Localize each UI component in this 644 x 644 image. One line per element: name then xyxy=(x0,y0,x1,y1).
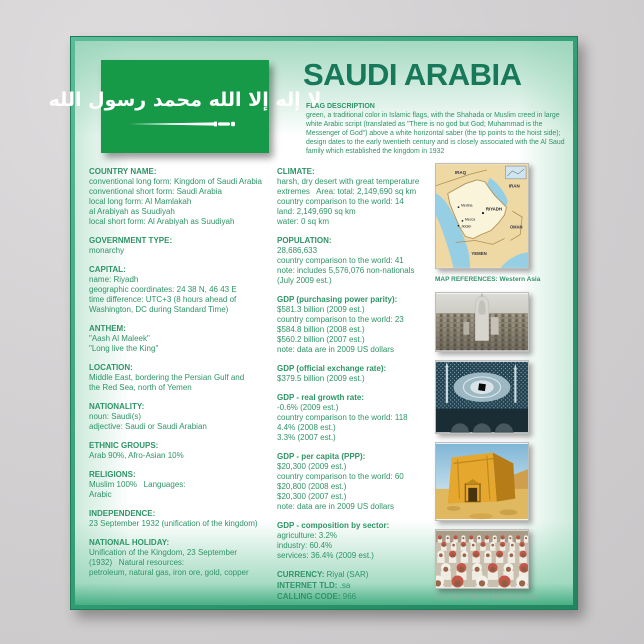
section-title: GDP (purchasing power parity): xyxy=(277,295,398,304)
section-line: $560.2 billion (2007 est.) xyxy=(277,335,365,344)
info-section xyxy=(277,452,442,512)
section-line: extremes Area: total: 2,149,690 sq km xyxy=(277,187,417,196)
section-line: Arabic xyxy=(89,490,112,499)
section-line: country comparison to the world: 23 xyxy=(277,315,404,324)
section-line: Middle East, bordering the Persian Gulf and xyxy=(89,373,245,382)
masjid-al-haram-mecca-aerial xyxy=(435,360,529,434)
section-title: CURRENCY: Riyal (SAR) xyxy=(277,570,369,579)
map-references-caption: MAP REFERENCES: Western Asia xyxy=(435,276,541,283)
crowd-illustration xyxy=(436,530,528,588)
info-section xyxy=(89,167,294,227)
info-section xyxy=(277,167,442,227)
info-section xyxy=(277,236,442,286)
mecca-aerial-illustration xyxy=(436,361,528,433)
section-line: al Arabiyah as Suudiyah xyxy=(89,207,175,216)
section-line: "Aash Al Maleek" xyxy=(89,334,150,343)
section-line: $379.5 billion (2009 est.) xyxy=(277,374,365,383)
section-line: Unification of the Kingdom, 23 September xyxy=(89,548,238,557)
flag-description-text: green, a traditional color in Islamic flags, with the Shahada or Muslim creed in large white Arabic script (translated as "There is no god but God; Muhammad is the Messenger of God") above a white horizontal saber (the tip points to the hoist side); design dates to the early twentieth century and is closely associated with the Al Saud family which established the kingdom in 1932 xyxy=(306,112,565,155)
section-line: harsh, dry desert with great temperature xyxy=(277,177,420,186)
info-section xyxy=(89,441,294,461)
flag-description-heading: FLAG DESCRIPTION xyxy=(306,103,375,110)
svg-text:IRAQ: IRAQ xyxy=(454,169,467,175)
section-line: 4.4% (2008 est.) xyxy=(277,423,336,432)
section-line: country comparison to the world: 41 xyxy=(277,256,404,265)
section-title: ETHNIC GROUPS: xyxy=(89,441,159,450)
info-section xyxy=(89,509,294,529)
section-line: $581.3 billion (2009 est.) xyxy=(277,305,365,314)
section-line: services: 36.4% (2009 est.) xyxy=(277,551,374,560)
section-title: NATIONALITY: xyxy=(89,402,145,411)
section-line: $20,300 (2007 est.) xyxy=(277,492,347,501)
section-line: note: data are in 2009 US dollars xyxy=(277,345,394,354)
section-title: COUNTRY NAME: xyxy=(89,167,157,176)
section-title: INTERNET TLD: .sa xyxy=(277,581,351,590)
info-section xyxy=(89,538,294,578)
map-of-saudi-arabia xyxy=(435,163,529,269)
section-line: agriculture: 3.2% xyxy=(277,531,338,540)
saudi-arabia-map-illustration xyxy=(436,164,528,268)
section-line: the Red Sea, north of Yemen xyxy=(89,383,192,392)
saudi-flag xyxy=(48,60,322,153)
info-section xyxy=(89,236,294,256)
section-line: note: includes 5,576,076 non-nationals xyxy=(277,266,415,275)
shahada-script: لا إله إلا الله محمد رسول الله xyxy=(48,88,322,111)
section-line: (July 2009 est.) xyxy=(277,276,332,285)
section-title: GDP (official exchange rate): xyxy=(277,364,387,373)
section-line: name: Riyadh xyxy=(89,275,139,284)
info-section xyxy=(277,570,442,580)
section-line: Washington, DC during Standard Time) xyxy=(89,305,229,314)
poster-frame xyxy=(48,36,578,610)
left-facts-column xyxy=(89,167,294,587)
section-title: INDEPENDENCE: xyxy=(89,509,156,518)
section-line: land: 2,149,690 sq km xyxy=(277,207,356,216)
info-section xyxy=(277,521,442,561)
svg-text:YEMEN: YEMEN xyxy=(471,251,487,257)
section-line: time difference: UTC+3 (8 hours ahead of xyxy=(89,295,237,304)
section-value: .sa xyxy=(339,581,351,590)
riyadh-skyline-illustration xyxy=(436,293,528,351)
section-line: (1932) Natural resources: xyxy=(89,558,185,567)
section-title: ANTHEM: xyxy=(89,324,126,333)
section-title: GOVERNMENT TYPE: xyxy=(89,236,173,245)
middle-facts-column xyxy=(277,167,442,603)
svg-text:Mecca: Mecca xyxy=(464,217,476,222)
saber-icon xyxy=(127,119,243,129)
section-value: 966 xyxy=(342,592,357,601)
svg-text:IRAN: IRAN xyxy=(508,183,520,189)
info-section xyxy=(89,470,294,500)
section-line: 23 September 1932 (unification of the kingdom) xyxy=(89,519,258,528)
section-line: $20,300 (2009 est.) xyxy=(277,462,347,471)
saudi-men-crowd xyxy=(435,529,529,589)
section-line: local short form: Al Arabiyah as Suudiyah xyxy=(89,217,235,226)
section-title: RELIGIONS: xyxy=(89,470,136,479)
section-line: geographic coordinates: 24 38 N, 46 43 E xyxy=(89,285,237,294)
section-line: note: data are in 2009 US dollars xyxy=(277,502,394,511)
section-line: $20,800 (2008 est.) xyxy=(277,482,347,491)
info-section xyxy=(277,364,442,384)
section-title: NATIONAL HOLIDAY: xyxy=(89,538,170,547)
copyright-text: Copyright © 2010 by ChoicePrints.com xyxy=(435,595,539,601)
section-line: 3.3% (2007 est.) xyxy=(277,433,336,442)
info-section xyxy=(89,324,294,354)
rock-tomb-illustration xyxy=(436,443,528,520)
section-line: $584.8 billion (2008 est.) xyxy=(277,325,365,334)
section-title: GDP - real growth rate: xyxy=(277,393,364,402)
svg-text:Medina: Medina xyxy=(460,203,473,208)
section-line: petroleum, natural gas, iron ore, gold, copper xyxy=(89,568,249,577)
section-line: "Long live the King" xyxy=(89,344,159,353)
info-section xyxy=(89,265,294,315)
section-title: POPULATION: xyxy=(277,236,332,245)
section-line: Arab 90%, Afro-Asian 10% xyxy=(89,451,184,460)
madain-saleh-rock-tomb xyxy=(435,442,529,521)
section-title: GDP - composition by sector: xyxy=(277,521,390,530)
riyadh-kingdom-centre-skyline xyxy=(435,292,529,352)
right-image-column xyxy=(435,163,541,601)
info-section xyxy=(277,393,442,443)
section-line: local long form: Al Mamlakah xyxy=(89,197,192,206)
section-title: CALLING CODE: 966 xyxy=(277,592,357,601)
section-line: conventional short form: Saudi Arabia xyxy=(89,187,222,196)
section-line: water: 0 sq km xyxy=(277,217,330,226)
section-title: CLIMATE: xyxy=(277,167,315,176)
svg-text:RIYADH: RIYADH xyxy=(485,206,502,212)
svg-text:Jiddah: Jiddah xyxy=(460,224,472,229)
section-line: conventional long form: Kingdom of Saudi Arabia xyxy=(89,177,262,186)
info-section xyxy=(89,363,294,393)
section-line: adjective: Saudi or Saudi Arabian xyxy=(89,422,207,431)
section-line: 28,686,633 xyxy=(277,246,318,255)
section-line: country comparison to the world: 118 xyxy=(277,413,408,422)
section-title: CAPITAL: xyxy=(89,265,126,274)
section-line: industry: 60.4% xyxy=(277,541,333,550)
info-section xyxy=(277,592,442,602)
section-title: LOCATION: xyxy=(89,363,133,372)
section-line: monarchy xyxy=(89,246,125,255)
section-value: Riyal (SAR) xyxy=(326,570,369,579)
section-line: noun: Saudi(s) xyxy=(89,412,142,421)
section-title: GDP - per capita (PPP): xyxy=(277,452,366,461)
section-line: Muslim 100% Languages: xyxy=(89,480,186,489)
poster-body xyxy=(48,41,573,605)
info-section xyxy=(89,402,294,432)
section-line: country comparison to the world: 60 xyxy=(277,472,404,481)
info-section xyxy=(277,581,442,591)
info-section xyxy=(277,295,442,355)
page-title: SAUDI ARABIA xyxy=(303,57,522,92)
section-line: -0.6% (2009 est.) xyxy=(277,403,339,412)
svg-text:OMAN: OMAN xyxy=(509,224,523,230)
section-line: country comparison to the world: 14 xyxy=(277,197,404,206)
